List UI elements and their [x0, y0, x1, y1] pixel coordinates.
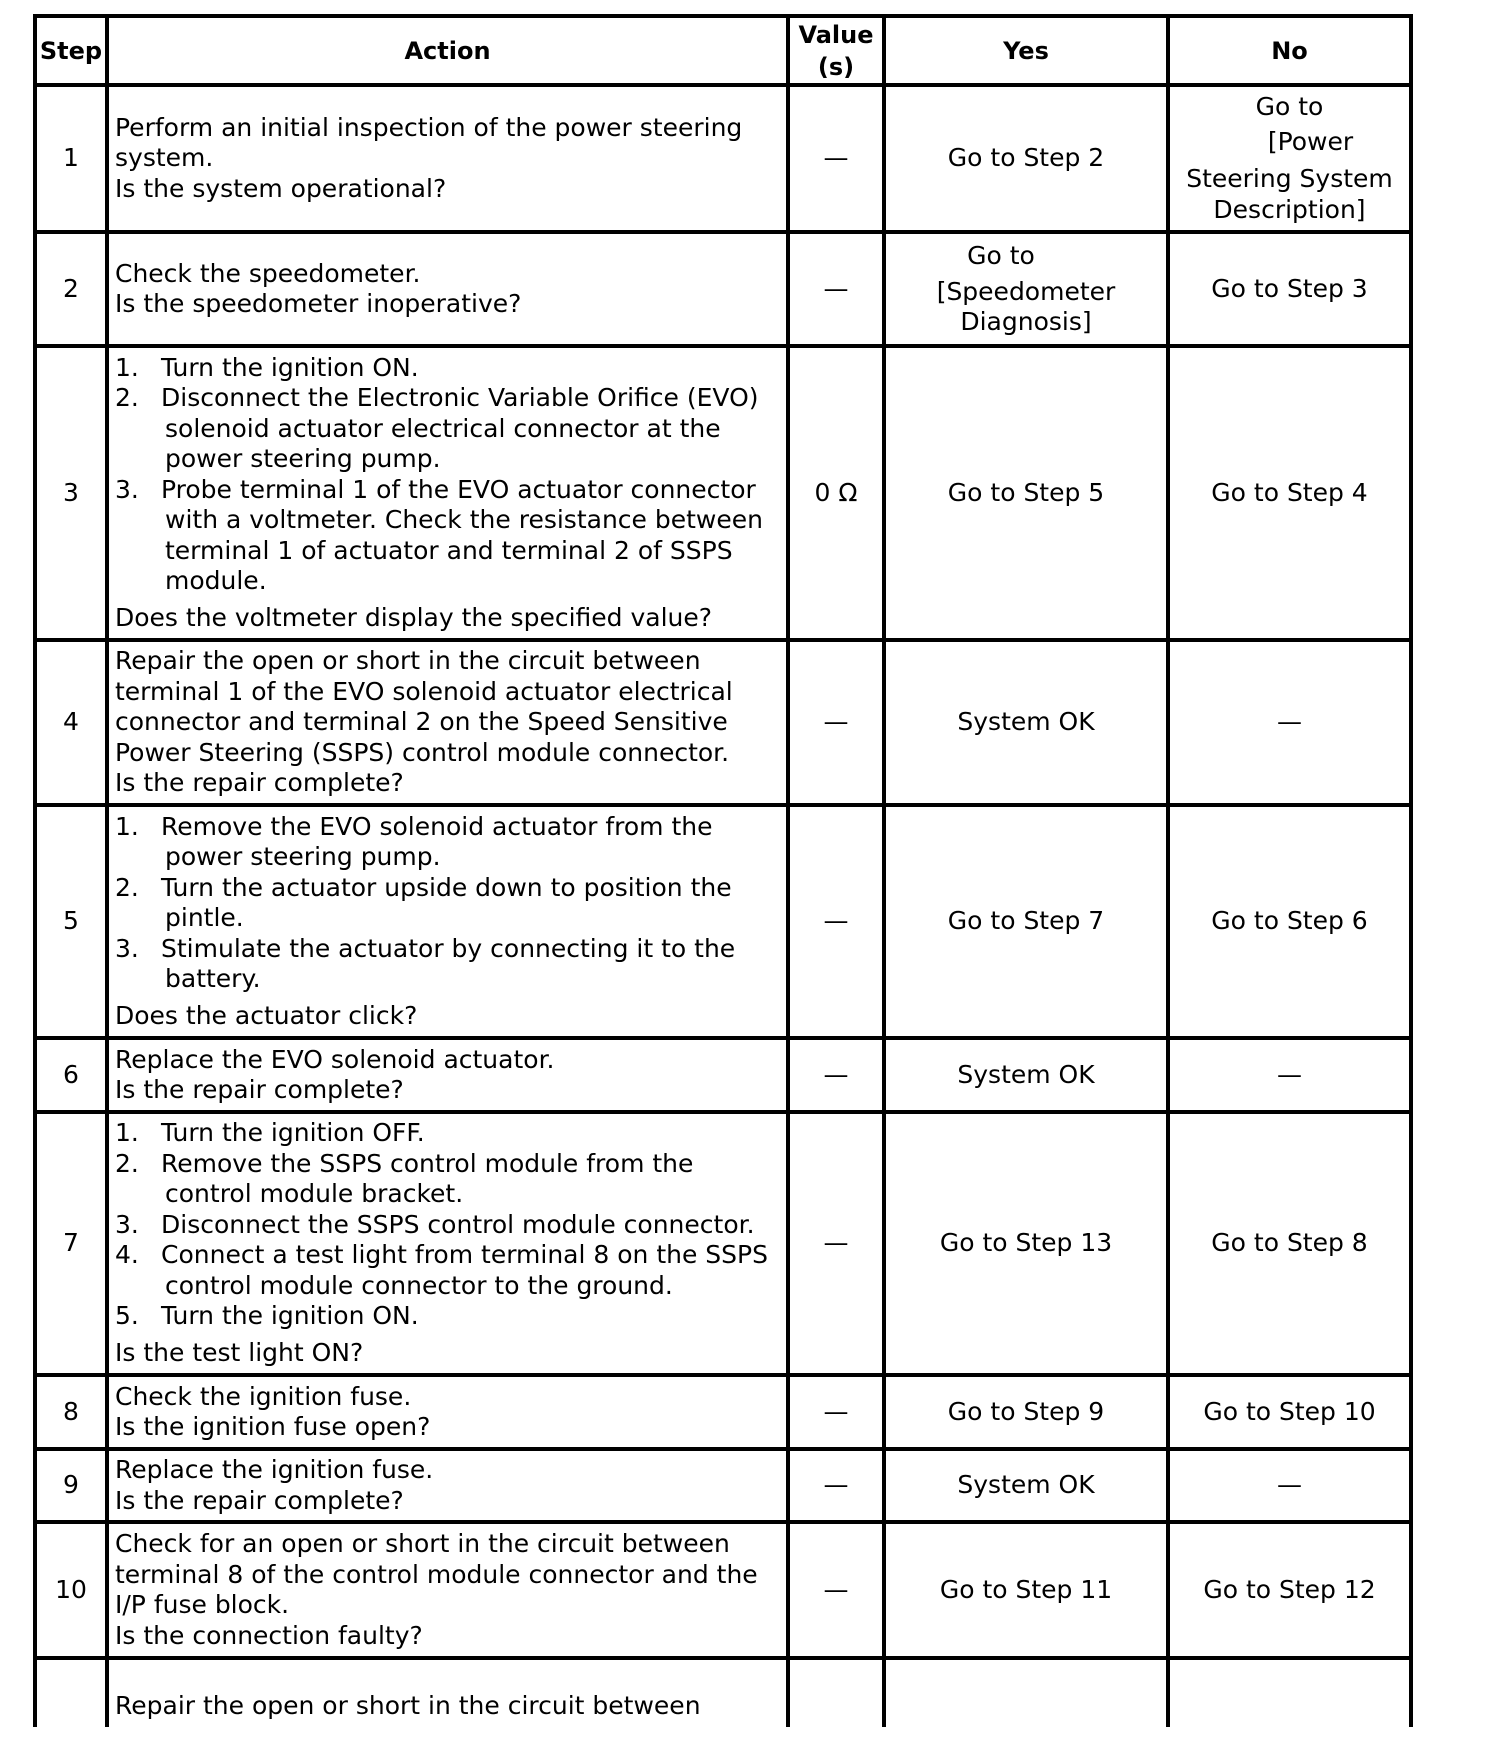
no-result-text: —: [1277, 1059, 1302, 1089]
action-text-line: terminal 1 of the EVO solenoid actuator electrical: [115, 676, 733, 706]
action-text-line: Is the repair complete?: [115, 1075, 404, 1104]
action-text-line: Is the connection faulty?: [115, 1620, 423, 1650]
action-text-line: Is the system operational?: [115, 173, 447, 203]
table-row-8: [35, 1375, 1411, 1449]
yes-result-cell: [884, 805, 1168, 1038]
header-row: [35, 16, 1411, 85]
step-cell: [35, 1449, 107, 1522]
action-step-item: [115, 812, 782, 873]
action-step-number: 3.: [115, 474, 139, 504]
step-number: 3: [63, 477, 79, 507]
value-text: —: [823, 1470, 849, 1500]
step-number: 8: [63, 1396, 79, 1426]
diagnostic-procedure-table: [33, 14, 1413, 1727]
action-step-list: [115, 812, 782, 995]
action-step-list: [115, 353, 782, 597]
action-step-item: [115, 1301, 782, 1332]
step-number: 6: [63, 1059, 79, 1089]
value-text: —: [823, 1574, 849, 1604]
no-result-text: Go to Step 10: [1203, 1396, 1376, 1426]
step-cell: [35, 85, 107, 232]
value-text: —: [823, 273, 849, 303]
action-text-line: Repair the open or short in the circuit between: [115, 646, 701, 676]
no-result-cell: [1168, 1038, 1411, 1112]
action-step-text-line: Remove the SSPS control module from the: [161, 1148, 694, 1178]
step-cell: [35, 640, 107, 805]
action-cell: [107, 1658, 788, 1727]
action-step-text-line: Connect a test light from terminal 8 on the SSPS: [161, 1240, 768, 1270]
action-cell: [107, 640, 788, 805]
value-text: —: [823, 906, 849, 936]
no-result-cell: [1168, 805, 1411, 1038]
action-step-text-line: Turn the ignition OFF.: [161, 1118, 425, 1148]
action-step-text-line: Turn the ignition ON.: [161, 352, 419, 382]
no-result-cell: [1168, 1449, 1411, 1522]
action-paragraph: [115, 1382, 782, 1443]
header-action: Action: [107, 16, 788, 85]
action-step-text-line: with a voltmeter. Check the resistance between: [165, 505, 763, 534]
yes-result-text: System OK: [957, 1059, 1095, 1089]
no-result-cell: [1168, 232, 1411, 346]
action-step-text-line: Disconnect the Electronic Variable Orifice (EVO): [161, 383, 759, 412]
action-text-line: Is the repair complete?: [115, 1485, 404, 1515]
value-cell: [788, 346, 884, 640]
action-cell: [107, 805, 788, 1038]
yes-result-cell: [884, 1375, 1168, 1449]
no-result-cell: [1168, 1112, 1411, 1375]
header-no: No: [1168, 16, 1411, 85]
step-number: 9: [63, 1470, 79, 1500]
action-paragraph: [115, 259, 782, 320]
yes-result-cell: [884, 1112, 1168, 1375]
no-result-cell: [1168, 640, 1411, 805]
action-paragraph: [115, 1529, 782, 1651]
action-text-line: Check for an open or short in the circuit between: [115, 1529, 730, 1558]
action-step-text-line: power steering pump.: [165, 444, 441, 473]
action-text-line: Does the actuator click?: [115, 1001, 418, 1030]
action-paragraph: [115, 1455, 782, 1516]
action-text-line: I/P fuse block.: [115, 1590, 290, 1619]
value-cell: [788, 1658, 884, 1727]
yes-result-text: Go to Step 5: [947, 477, 1105, 507]
no-result-cell: [1168, 1375, 1411, 1449]
value-text: —: [823, 143, 849, 173]
yes-result-cell: [884, 1449, 1168, 1522]
yes-result-text: Go to Step 9: [947, 1396, 1105, 1426]
action-step-text-line: Disconnect the SSPS control module connector.: [161, 1209, 755, 1239]
table-row-6: [35, 1038, 1411, 1112]
action-step-item: [115, 1118, 782, 1149]
action-text-line: system.: [115, 143, 214, 173]
no-result-text: Go to: [1255, 91, 1324, 121]
action-step-item: [115, 873, 782, 934]
yes-result-text: Go to Step 2: [947, 143, 1105, 173]
step-cell: [35, 346, 107, 640]
action-step-text-line: control module bracket.: [165, 1179, 464, 1209]
no-result-text: Description]: [1213, 194, 1366, 224]
no-result-text: —: [1277, 707, 1302, 737]
action-cell: [107, 232, 788, 346]
action-cell: [107, 1038, 788, 1112]
action-step-number: 2.: [115, 1148, 139, 1178]
step-cell: [35, 1658, 107, 1727]
action-step-text-line: power steering pump.: [165, 842, 441, 871]
value-cell: [788, 232, 884, 346]
action-paragraph: [115, 646, 782, 799]
action-cell: [107, 1112, 788, 1375]
header-value-line-2: (s): [817, 52, 855, 81]
action-cell: [107, 346, 788, 640]
table-row-2: [35, 232, 1411, 346]
action-paragraph: [115, 603, 782, 634]
step-cell: [35, 1112, 107, 1375]
action-step-text-line: terminal 1 of actuator and terminal 2 of SSPS: [165, 535, 733, 565]
action-text-line: Is the ignition fuse open?: [115, 1412, 431, 1441]
action-step-text-line: module.: [165, 566, 267, 595]
action-step-number: 2.: [115, 383, 139, 412]
action-step-number: 3.: [115, 1209, 139, 1239]
action-step-text-line: Stimulate the actuator by connecting it to the: [161, 933, 736, 963]
header-value: [788, 16, 884, 85]
action-step-number: 2.: [115, 872, 139, 902]
no-result-cell: [1168, 85, 1411, 232]
value-text: —: [823, 1228, 849, 1258]
step-cell: [35, 1038, 107, 1112]
table-row-3: [35, 346, 1411, 640]
action-step-text-line: solenoid actuator electrical connector at the: [165, 413, 721, 443]
no-result-text: Go to Step 12: [1203, 1574, 1376, 1604]
action-cell: [107, 1375, 788, 1449]
action-text-line: Check the ignition fuse.: [115, 1381, 412, 1411]
step-cell: [35, 1522, 107, 1658]
yes-result-cell: [884, 640, 1168, 805]
action-text-line: Check the speedometer.: [115, 258, 421, 288]
value-text: 0 Ω: [814, 477, 858, 507]
yes-result-text: System OK: [957, 1470, 1095, 1500]
step-number: 10: [55, 1574, 87, 1604]
no-result-cell: [1168, 1522, 1411, 1658]
no-result-text: Steering System: [1186, 164, 1393, 194]
header-step: Step: [35, 16, 107, 85]
table-row-7: [35, 1112, 1411, 1375]
value-cell: [788, 1112, 884, 1375]
step-number: 4: [63, 707, 79, 737]
table-row-5: [35, 805, 1411, 1038]
yes-result-cell: [884, 1038, 1168, 1112]
action-step-item: [115, 383, 782, 475]
table-row-11: [35, 1658, 1411, 1727]
action-cell: [107, 1449, 788, 1522]
action-step-item: [115, 1210, 782, 1241]
action-step-number: 3.: [115, 933, 139, 963]
step-cell: [35, 1375, 107, 1449]
action-step-number: 1.: [115, 811, 139, 841]
action-cell: [107, 85, 788, 232]
action-step-number: 1.: [115, 1118, 139, 1148]
value-text: —: [823, 707, 849, 737]
step-cell: [35, 232, 107, 346]
action-text-line: Is the speedometer inoperative?: [115, 289, 522, 318]
action-paragraph: [115, 1045, 782, 1106]
action-paragraph: [115, 1691, 782, 1722]
value-text: —: [823, 1059, 849, 1089]
value-cell: [788, 805, 884, 1038]
table-row-10: [35, 1522, 1411, 1658]
table-row-1: [35, 85, 1411, 232]
no-result-text: Go to Step 3: [1211, 273, 1368, 303]
action-step-item: [115, 934, 782, 995]
table-body: [35, 85, 1411, 1727]
action-step-number: 4.: [115, 1240, 139, 1270]
value-text: —: [823, 1396, 849, 1426]
action-text-line: Repair the open or short in the circuit between: [115, 1691, 701, 1720]
action-text-line: Replace the EVO solenoid actuator.: [115, 1044, 555, 1074]
no-result-cell: [1168, 346, 1411, 640]
step-number: 2: [63, 273, 79, 303]
yes-result-text: Go to Step 13: [939, 1228, 1113, 1258]
yes-result-cell: [884, 1658, 1168, 1727]
action-text-line: Power Steering (SSPS) control module connector.: [115, 737, 730, 767]
action-step-text-line: pintle.: [165, 903, 244, 932]
table-row-9: [35, 1449, 1411, 1522]
step-cell: [35, 805, 107, 1038]
no-result-text: Go to Step 4: [1211, 477, 1368, 507]
action-step-text-line: Remove the EVO solenoid actuator from the: [161, 811, 713, 841]
value-cell: [788, 1038, 884, 1112]
action-step-text-line: Turn the ignition ON.: [161, 1301, 419, 1331]
no-result-text: —: [1277, 1470, 1302, 1500]
action-paragraph: [115, 1338, 782, 1369]
action-step-item: [115, 353, 782, 384]
action-step-list: [115, 1118, 782, 1332]
yes-result-text: System OK: [957, 707, 1095, 737]
yes-result-text: Go to Step 11: [939, 1574, 1113, 1604]
action-text-line: Replace the ignition fuse.: [115, 1455, 434, 1484]
yes-result-text: Diagnosis]: [960, 307, 1092, 336]
action-step-number: 1.: [115, 352, 139, 382]
no-result-cell: [1168, 1658, 1411, 1727]
action-text-line: Is the test light ON?: [115, 1338, 364, 1368]
action-step-item: [115, 1149, 782, 1210]
table-header: [35, 16, 1411, 85]
value-cell: [788, 640, 884, 805]
step-number: 7: [63, 1228, 79, 1258]
header-yes: Yes: [884, 16, 1168, 85]
action-step-item: [115, 1240, 782, 1301]
yes-result-cell: [884, 346, 1168, 640]
action-text-line: connector and terminal 2 on the Speed Sensitive: [115, 707, 728, 737]
table-row-4: [35, 640, 1411, 805]
step-number: 5: [63, 906, 79, 936]
header-value-line-1: Value: [798, 20, 874, 49]
value-cell: [788, 1375, 884, 1449]
value-cell: [788, 1522, 884, 1658]
no-result-text: Go to Step 6: [1211, 906, 1368, 936]
action-text-line: terminal 8 of the control module connector and the: [115, 1559, 758, 1589]
yes-result-cell: [884, 1522, 1168, 1658]
yes-result-cell: [884, 232, 1168, 346]
no-result-text: [Power: [1267, 126, 1354, 156]
action-step-number: 5.: [115, 1301, 139, 1331]
yes-result-text: Go to Step 7: [947, 906, 1105, 936]
action-step-text-line: Turn the actuator upside down to position the: [161, 872, 732, 902]
no-result-text: Go to Step 8: [1211, 1228, 1368, 1258]
action-step-text-line: control module connector to the ground.: [165, 1270, 673, 1300]
action-step-text-line: battery.: [165, 964, 261, 993]
action-text-line: Perform an initial inspection of the power steering: [115, 112, 743, 142]
action-cell: [107, 1522, 788, 1658]
value-cell: [788, 85, 884, 232]
step-number: 1: [63, 143, 79, 173]
yes-result-text: [Speedometer: [936, 276, 1116, 306]
yes-result-cell: [884, 85, 1168, 232]
yes-result-text: Go to: [967, 240, 1035, 270]
action-step-text-line: Probe terminal 1 of the EVO actuator connector: [161, 474, 756, 504]
action-paragraph: [115, 113, 782, 205]
action-paragraph: [115, 1001, 782, 1032]
value-cell: [788, 1449, 884, 1522]
action-text-line: Does the voltmeter display the specified value?: [115, 603, 713, 632]
action-step-item: [115, 475, 782, 597]
action-text-line: Is the repair complete?: [115, 768, 404, 798]
